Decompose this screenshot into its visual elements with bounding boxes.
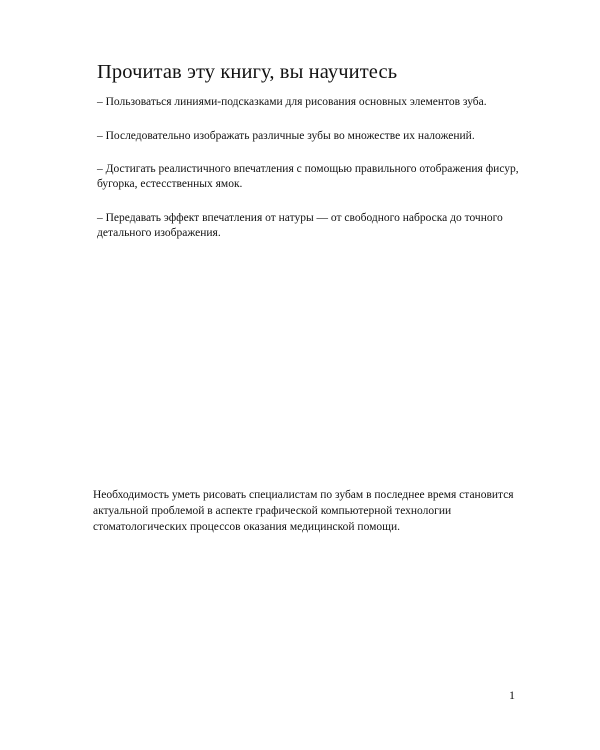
skill-item-2: – Последовательно изображать различные зубы во множестве их наложений. — [97, 130, 475, 142]
intro-paragraph: Необходимость уметь рисовать специалистам по зубам в последнее время становится актуальной проблемой в аспекте графической компьютерной технологии стоматологических процессов оказания медицинской помощи. — [93, 489, 514, 533]
skill-item-4: – Передавать эффект впечатления от натуры — от свободного наброска до точного детального изображения. — [97, 212, 503, 239]
page-heading: Прочитав эту книгу, вы научитесь — [97, 61, 398, 83]
skill-item-3: – Достигать реалистичного впечатления с помощью правильного отображения фисур, бугорка, естесственных ямок. — [97, 163, 519, 190]
skills-list — [97, 95, 537, 260]
skill-item-1: – Пользоваться линиями-подсказками для рисования основных элементов зуба. — [97, 96, 487, 108]
page-number: 1 — [509, 688, 515, 702]
